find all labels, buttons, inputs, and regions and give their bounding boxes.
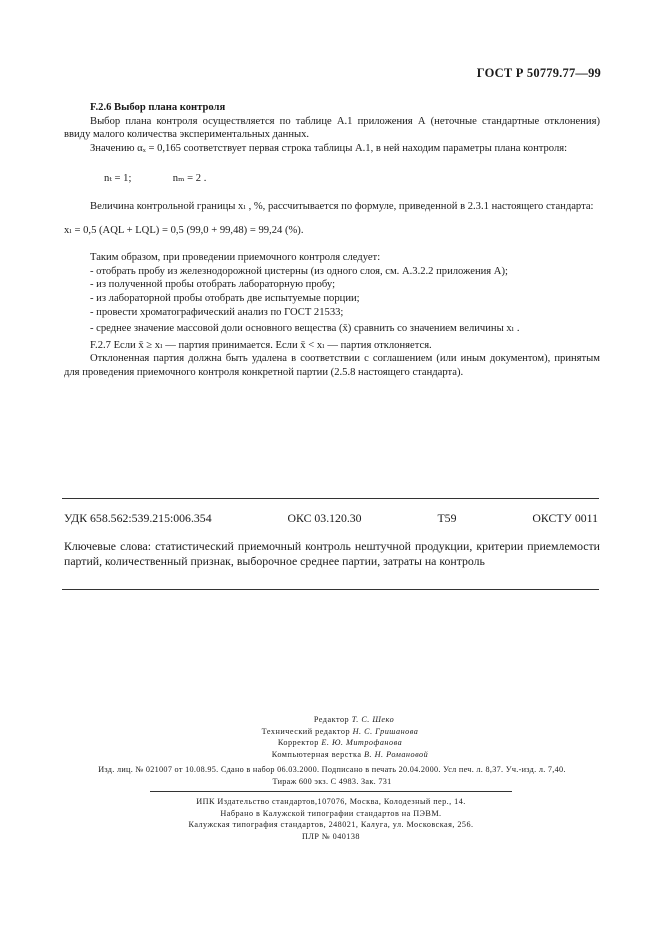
list-item: - из полученной пробы отобрать лабораторную пробу;: [90, 279, 336, 291]
section-heading: F.2.6 Выбор плана контроля: [90, 102, 226, 113]
standard-number: ГОСТ Р 50779.77—99: [476, 66, 601, 80]
paragraph-decision-rule: F.2.7 Если x̄ ≥ xₗ — партия принимается. Если x̄ < xₗ — партия отклоняется.: [90, 339, 432, 351]
paragraph-alpha-value: Значению αₓ = 0,165 соответствует первая строка таблицы А.1, в ней находим параметры плана контроля:: [90, 142, 568, 154]
classification-row: [64, 511, 598, 526]
formula-nt: nₜ = 1;: [104, 173, 132, 185]
printing-info: [150, 796, 512, 842]
udc-code: УДК 658.562:539.215:006.354: [64, 511, 212, 525]
printing-line: ИПК Издательство стандартов,107076, Москва, Колодезный пер., 14.: [196, 797, 466, 806]
paragraph-rejected-lot: Отклоненная партия должна быть удалена в соответствии с соглашением (или иным документом), принятым для проведения приемочного контроля конкретной партии (2.5.8 настоящего стандарта).: [64, 353, 600, 378]
publication-info: [64, 764, 600, 787]
main-text: [64, 101, 600, 380]
imprint-divider: [150, 791, 512, 792]
printing-line: Набрано в Калужской типографии стандартов на ПЭВМ.: [220, 808, 442, 818]
printing-line: ПЛР № 040138: [302, 831, 360, 841]
bottom-divider: [62, 589, 599, 590]
oksty-code: ОКСТУ 0011: [532, 511, 598, 525]
formula-control-limit: xₗ = 0,5 (AQL + LQL) = 0,5 (99,0 + 99,48) = 99,24 (%).: [64, 224, 304, 236]
formula-nm: nₘ = 2 .: [172, 173, 207, 185]
oks-code: ОКС 03.120.30: [287, 511, 362, 525]
publication-line: Тираж 600 экз. С 4983. Зак. 731: [272, 776, 392, 786]
formula-sample-sizes: [64, 172, 600, 186]
paragraph-control-limit: Величина контрольной границы xₗ , %, рассчитывается по формуле, приведенной в 2.3.1 настоящего стандарта:: [90, 200, 594, 212]
paragraph-thus: Таким образом, при проведении приемочного контроля следует:: [90, 252, 381, 264]
credit-layout: Компьютерная верстка В. Н. Романовой: [271, 749, 429, 759]
list-item: - провести хроматографический анализ по ГОСТ 21533;: [90, 306, 344, 318]
printing-line: Калужская типография стандартов, 248021, Калуга, ул. Московская, 256.: [188, 820, 474, 830]
publication-line: Изд. лиц. № 021007 от 10.08.95. Сдано в набор 06.03.2000. Подписано в печать 20.04.2000. Усл печ. л. 8,37. Уч.-изд. л. 7,40.: [98, 765, 566, 774]
keywords: Ключевые слова: статистический приемочный контроль нештучной продукции, критерии приемлемости партий, количественный признак, выборочное среднее партии, затраты на контроль: [64, 539, 600, 568]
paragraph-plan-selection: Выбор плана контроля осуществляется по таблице А.1 приложения А (неточные стандартные отклонения) ввиду малого количества экспериментальных данных.: [64, 115, 600, 141]
top-divider: [62, 498, 599, 499]
procedure-list: [64, 265, 600, 336]
credit-tech-editor: Технический редактор Н. С. Гришанова: [261, 726, 419, 736]
credit-corrector: Корректор Е. Ю. Митрофанова: [277, 738, 403, 748]
list-item: - отобрать пробу из железнодорожной цистерны (из одного слоя, см. А.3.2.2 приложения А);: [90, 265, 508, 277]
credit-editor: Редактор Т. С. Шеко: [313, 715, 395, 724]
list-item: - из лабораторной пробы отобрать две испытуемые порции;: [90, 292, 360, 304]
t-code: Т59: [437, 511, 457, 525]
credits-block: [170, 714, 510, 760]
list-item: - среднее значение массовой доли основного вещества (x̄) сравнить со значением величины xₗ .: [90, 323, 520, 335]
